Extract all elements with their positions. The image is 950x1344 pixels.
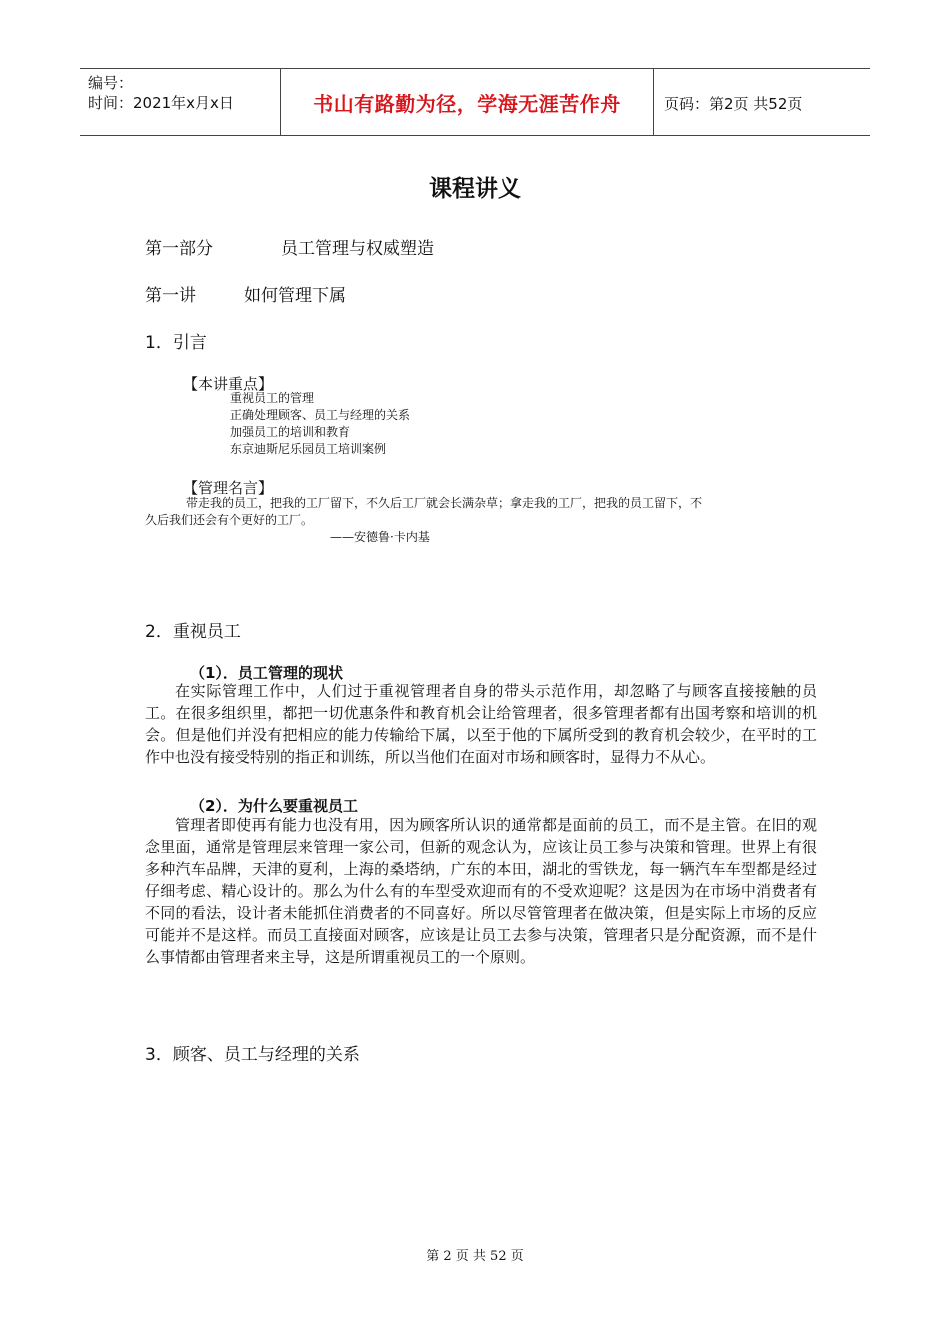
header-meta <box>88 73 234 113</box>
lecture-heading <box>145 281 346 306</box>
number-label: 编号： <box>88 74 134 92</box>
key-point-item: 正确处理顾客、员工与经理的关系 <box>230 408 411 422</box>
part-name: 员工管理与权威塑造 <box>281 239 434 259</box>
section-heading-2: 2．重视员工 <box>145 622 241 642</box>
section-heading-3: 3．顾客、员工与经理的关系 <box>145 1045 360 1065</box>
paragraph-why: 管理者即使再有能力也没有用，因为顾客所认识的通常都是面前的员工，而不是主管。在旧的观念里面，通常是管理层来管理一家公司，但新的观念认为，应该让员工参与决策和管理。世界上有很多种汽车品牌，天津的夏利，上海的桑塔纳，广东的本田，湖北的雪铁龙，每一辆汽车车型都是经过仔细考虑、精心设计的。那么为什么有的车型受欢迎而有的不受欢迎呢？这是因为在市场中消费者有不同的看法，设计者未能抓住消费者的不同喜好。所以尽管管理者在做决策，但是实际上市场的反应可能并不是这样。而员工直接面对顾客，应该是让员工去参与决策，管理者只是分配资源，而不是什么事情都由管理者来主导，这是所谓重视员工的一个原则。 <box>145 816 817 966</box>
part-label: 第一部分 <box>145 239 213 259</box>
subsection-heading-1: （1）．员工管理的现状 <box>190 664 343 682</box>
header-motto: 书山有路勤为径，学海无涯苦作舟 <box>280 69 654 135</box>
key-point-item: 加强员工的培训和教育 <box>230 425 351 439</box>
part-heading <box>145 234 434 259</box>
quote-line-1: 带走我的员工，把我的工厂留下，不久后工厂就会长满杂草；拿走我的工厂，把我的员工留下，不 <box>186 496 703 510</box>
document-title: 课程讲义 <box>429 176 521 202</box>
key-points-list <box>230 390 410 458</box>
page-header <box>80 68 870 136</box>
quote-line-2: 久后我们还会有个更好的工厂。 <box>145 513 314 527</box>
quote-heading: 【管理名言】 <box>183 479 274 497</box>
page-footer: 第 2 页 共 52 页 <box>426 1249 524 1264</box>
quote-author: ——安德鲁·卡内基 <box>330 530 430 544</box>
time-label: 时间：2021年x月x日 <box>88 94 234 112</box>
header-page-label: 页码：第2页 共52页 <box>664 95 803 113</box>
section-heading-1: 1．引言 <box>145 333 207 353</box>
lecture-label: 第一讲 <box>145 286 196 306</box>
paragraph-status: 在实际管理工作中，人们过于重视管理者自身的带头示范作用，却忽略了与顾客直接接触的员工。在很多组织里，都把一切优惠条件和教育机会让给管理者，很多管理者都有出国考察和培训的机会。但是他们并没有把相应的能力传输给下属，以至于他的下属所受到的教育机会较少，在平时的工作中也没有接受特别的指正和训练，所以当他们在面对市场和顾客时，显得力不从心。 <box>145 682 817 766</box>
key-point-item: 东京迪斯尼乐园员工培训案例 <box>230 442 387 456</box>
lecture-name: 如何管理下属 <box>244 286 346 306</box>
key-points-heading: 【本讲重点】 <box>183 375 274 393</box>
key-point-item: 重视员工的管理 <box>230 391 315 405</box>
subsection-heading-2: （2）．为什么要重视员工 <box>190 797 358 815</box>
